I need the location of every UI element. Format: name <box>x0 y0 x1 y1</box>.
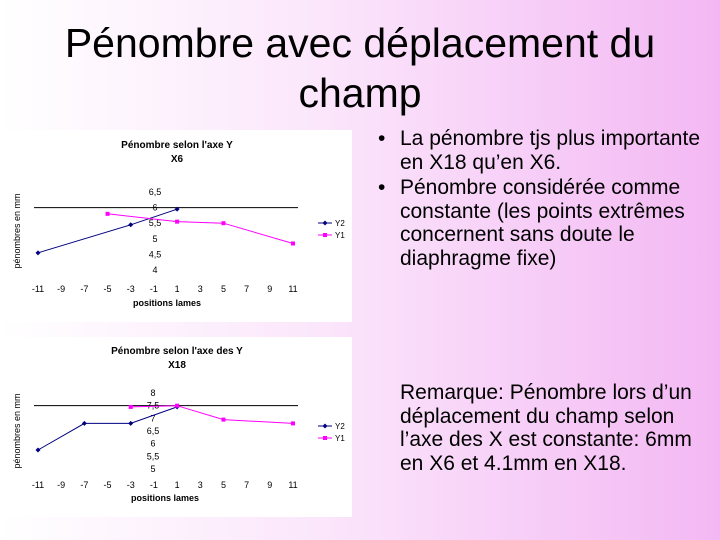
y-tick-label: 4,5 <box>148 249 162 260</box>
x-tick-label: 5 <box>220 480 226 490</box>
x-tick-label: -1 <box>149 480 158 490</box>
y-tick-label: 6 <box>150 438 156 449</box>
x-tick-label: -5 <box>103 480 112 490</box>
bullet-item: • La pénombre tjs plus importante en X18 qu’en X6. <box>378 127 708 174</box>
chart-penombre-axe-y-x18 <box>0 337 352 517</box>
y-tick-label: 5,5 <box>146 451 160 462</box>
chart-subtitle: X18 <box>168 360 186 371</box>
data-point-y2 <box>128 421 133 426</box>
legend-marker <box>323 436 327 440</box>
data-point-y2 <box>128 222 133 227</box>
data-point-y1 <box>175 404 179 408</box>
data-point-y1 <box>129 405 133 409</box>
x-tick-label: -7 <box>80 284 89 294</box>
x-tick-label: 9 <box>267 480 273 490</box>
x-tick-label: 11 <box>288 480 298 490</box>
legend-marker <box>323 233 327 237</box>
y-axis-label: pénombres en mm <box>12 193 22 269</box>
bullet-list <box>378 127 708 272</box>
y-tick-label: 4 <box>152 265 158 275</box>
legend-label: Y2 <box>335 422 345 431</box>
x-tick-label: 11 <box>288 284 298 294</box>
y-tick-label: 5 <box>150 464 156 474</box>
remark-text: Remarque: Pénombre lors d’un déplacement du champ selon l’axe des X est constante: 6mm en X6 et 4.1mm en X18. <box>400 381 692 475</box>
y-tick-label: 7 <box>150 413 156 424</box>
data-point-y2 <box>36 250 41 255</box>
legend-label: Y1 <box>335 231 345 240</box>
legend-label: Y2 <box>335 219 345 228</box>
y-tick-label: 5,5 <box>148 218 162 229</box>
y-tick-label: 6,5 <box>148 187 162 197</box>
y-axis-label: pénombres en mm <box>12 393 22 469</box>
legend-marker <box>323 221 328 226</box>
chart-penombre-axe-y-x6 <box>0 130 352 322</box>
series-line-y1 <box>108 214 294 244</box>
x-tick-label: -9 <box>57 480 66 490</box>
x-tick-label: 1 <box>174 284 180 294</box>
legend-label: Y1 <box>335 434 345 443</box>
data-point-y1 <box>291 421 295 425</box>
x-tick-label: -11 <box>31 284 45 294</box>
data-point-y1 <box>221 221 225 225</box>
chart-x18-svg <box>0 337 352 517</box>
chart-title: Pénombre selon l'axe Y <box>121 140 233 151</box>
data-point-y2 <box>36 448 41 453</box>
x-tick-label: -7 <box>80 480 89 490</box>
chart-subtitle: X6 <box>170 154 184 165</box>
x-tick-label: 3 <box>197 480 203 490</box>
bullet-item: • Pénombre considérée comme constante (les points extrêmes concernent sans doute le diaphragme fixe) <box>378 176 708 270</box>
x-tick-label: 9 <box>267 284 273 294</box>
y-tick-label: 5 <box>152 233 158 244</box>
data-point-y2 <box>82 421 87 426</box>
chart-title: Pénombre selon l'axe des Y <box>111 346 243 357</box>
slide-title: Pénombre avec déplacement du champ <box>64 20 656 116</box>
y-tick-label: 6,5 <box>146 426 160 436</box>
x-tick-label: -9 <box>57 284 66 294</box>
x-tick-label: -1 <box>149 284 158 294</box>
y-tick-label: 7,5 <box>146 400 160 411</box>
data-point-y1 <box>291 241 295 245</box>
x-tick-label: 3 <box>197 284 203 294</box>
data-point-y1 <box>221 418 225 422</box>
x-tick-label: -3 <box>126 284 135 294</box>
legend-marker <box>323 424 328 429</box>
y-tick-label: 8 <box>150 388 156 398</box>
data-point-y1 <box>175 220 179 224</box>
x-axis-label: positions lames <box>132 298 202 308</box>
chart-x6-svg <box>0 130 352 322</box>
y-tick-label: 6 <box>152 202 158 213</box>
x-tick-label: -11 <box>31 480 45 490</box>
x-tick-label: 5 <box>220 284 226 294</box>
x-tick-label: 7 <box>244 284 250 294</box>
x-axis-label: positions lames <box>130 493 200 503</box>
data-point-y1 <box>106 212 110 216</box>
x-tick-label: -5 <box>103 284 112 294</box>
x-tick-label: 1 <box>174 480 180 490</box>
x-tick-label: 7 <box>244 480 250 490</box>
x-tick-label: -3 <box>126 480 135 490</box>
